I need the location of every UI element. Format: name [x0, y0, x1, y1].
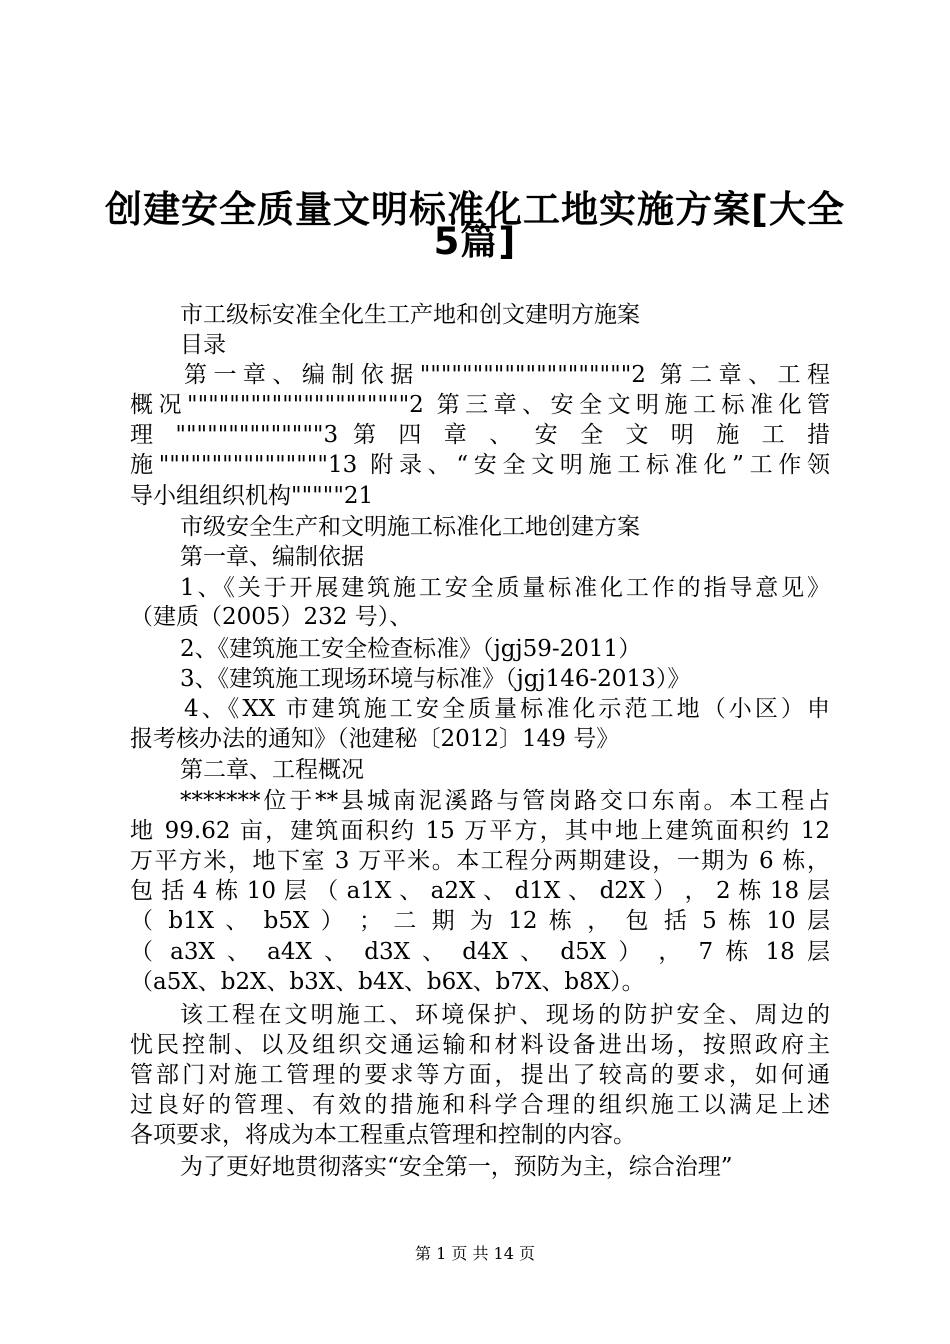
body-line: 第一章、编制依据""""""""""""""""""""2 第二章、工程 — [184, 362, 830, 388]
body-line: 1、《关于开展建筑施工安全质量标准化工作的指导意见》 — [180, 575, 830, 601]
body-line: （a5X、b2X、b3X、b4X、b6X、b7X、b8X）。 — [130, 969, 645, 995]
body-line: 忧民控制、以及组织交通运输和材料设备进出场，按照政府主 — [130, 1032, 830, 1058]
body-line: 施""""""""""""""""13 附录、“安全文明施工标准化”工作领 — [130, 452, 830, 478]
body-line: 地 99.62 亩，建筑面积约 15 万平方，其中地上建筑面积约 12 — [130, 818, 830, 844]
body-line: 理 """"""""""""""3 第 四 章 、 安 全 文 明 施 工 措 — [130, 422, 830, 448]
body-line: 概况"""""""""""""""""""""2 第三章、安全文明施工标准化管 — [130, 392, 830, 418]
body-line: 第二章、工程概况 — [180, 757, 364, 783]
body-line: 目录 — [180, 332, 226, 358]
document-title-line-2: 5篇] — [433, 220, 517, 263]
body-line: 过良好的管理、有效的措施和科学合理的组织施工以满足上述 — [130, 1092, 830, 1118]
body-line: *******位于**县城南泥溪路与管岗路交口东南。本工程占 — [180, 788, 830, 814]
body-line: 市工级标安准全化生工产地和创文建明方施案 — [180, 302, 640, 328]
body-line: 包 括 4 栋 10 层 （ a1X 、 a2X 、 d1X 、 d2X ） ， 2 栋 18 层 — [130, 878, 830, 904]
body-line: 万平方米，地下室 3 万平米。本工程分两期建设，一期为 6 栋， — [130, 848, 830, 874]
body-line: （ b1X 、 b5X ） ； 二 期 为 12 栋 ， 包 括 5 栋 10 层 — [130, 908, 830, 934]
body-line: 2、《建筑施工安全检查标准》（jgj59-2011） — [180, 636, 642, 662]
body-line: 管部门对施工管理的要求等方面，提出了较高的要求，如何通 — [130, 1062, 830, 1088]
body-line: （ a3X 、 a4X 、 d3X 、 d4X 、 d5X ） ， 7 栋 18 层 — [130, 939, 830, 965]
body-line: 导小组组织机构"""""21 — [130, 483, 374, 509]
body-line: （建质（2005）232 号）、 — [130, 604, 413, 630]
body-line: 报考核办法的通知》（池建秘〔2012〕149 号》 — [130, 726, 620, 752]
body-line: 各项要求，将成为本工程重点管理和控制的内容。 — [130, 1122, 636, 1148]
body-line: 市级安全生产和文明施工标准化工地创建方案 — [180, 514, 640, 540]
body-line: 为了更好地贯彻落实“安全第一，预防为主，综合治理” — [180, 1154, 733, 1180]
body-line: 4、《XX 市建筑施工安全质量标准化示范工地（小区）申 — [184, 696, 830, 722]
page-footer: 第 1 页 共 14 页 — [415, 1244, 535, 1263]
body-line: 3、《建筑施工现场环境与标准》（jgj146-2013）》 — [180, 666, 691, 692]
document-title-line-1: 创建安全质量文明标准化工地实施方案[大全 — [105, 188, 845, 231]
body-line: 第一章、编制依据 — [180, 544, 364, 570]
body-line: 该工程在文明施工、环境保护、现场的防护安全、周边的 — [180, 1002, 830, 1028]
